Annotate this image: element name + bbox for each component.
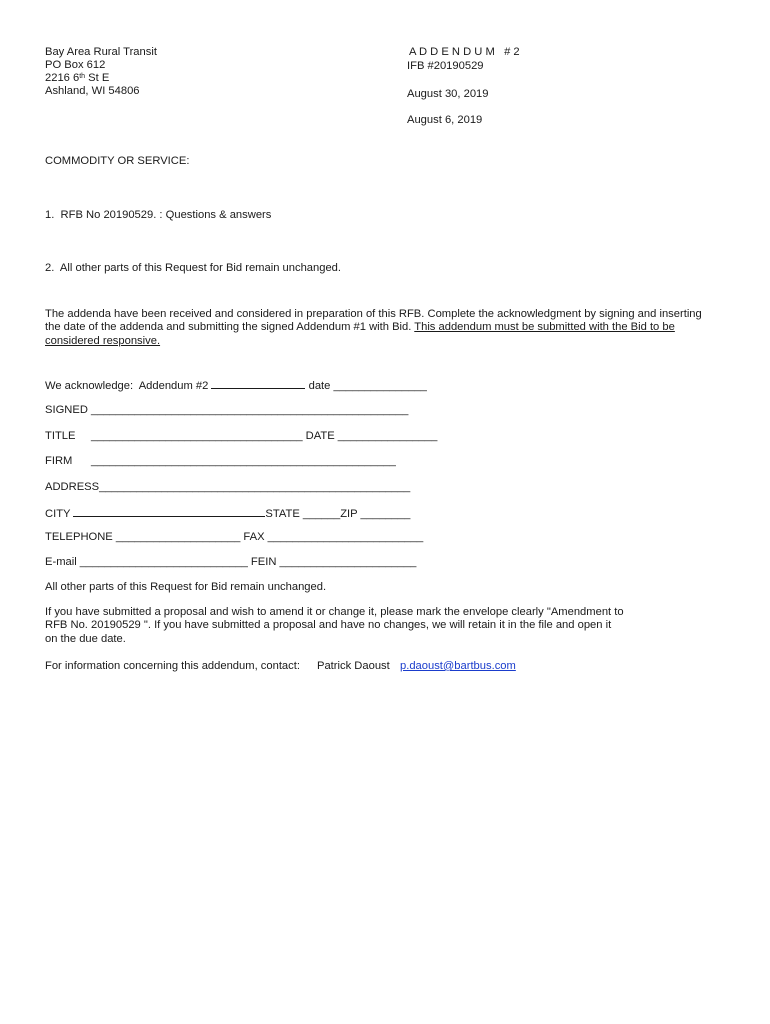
submission-requirement: This addendum must be submitted with the Bid to be [414,321,675,334]
telephone-fax-fields[interactable]: TELEPHONE ____________________ FAX _________________________ [45,531,424,543]
sender-po-box: PO Box 612 [45,59,106,71]
firm-field[interactable]: _________________________________________________ [91,455,396,467]
city-field[interactable] [73,506,265,517]
amend-paragraph [45,606,725,646]
contact-label: For information concerning this addendum, contact: [45,660,300,672]
state-zip-fields[interactable]: STATE ______ZIP ________ [265,508,411,520]
addendum-title: A D D E N D U M # 2 [409,46,520,58]
instructions-paragraph [45,308,725,348]
amend-line-2: RFB No. 20190529 ". If you have submitted a proposal and have no changes, we will retain it in the file and open it [45,619,612,632]
unchanged-note: All other parts of this Request for Bid remain unchanged. [45,581,327,593]
commodity-label: COMMODITY OR SERVICE: [45,155,190,167]
sender-street: 2216 6th St E [45,72,110,84]
title-date-fields[interactable]: __________________________________ DATE ________________ [91,430,438,442]
item-1: 1. RFB No 20190529. : Questions & answers [45,209,272,221]
date-secondary: August 6, 2019 [407,114,483,126]
instructions-line-1: The addenda have been received and considered in preparation of this RFB. Complete the acknowledgment by signing and inserting [45,308,702,320]
acknowledge-label: We acknowledge: Addendum #2 [45,380,212,392]
ifb-number: IFB #20190529 [407,60,484,72]
title-label: TITLE [45,430,76,442]
acknowledge-date-label: date _______________ [305,380,427,392]
address-field[interactable]: ADDRESS__________________________________________________ [45,481,411,493]
instructions-line-3: considered responsive. [45,334,161,347]
sender-city-state-zip: Ashland, WI 54806 [45,85,140,97]
city-state-zip-row [45,506,410,521]
signed-field[interactable]: SIGNED ___________________________________________________ [45,404,409,416]
sender-address [45,46,157,98]
acknowledge-row [45,378,427,393]
amend-line-3: on the due date. [45,632,126,645]
date-primary: August 30, 2019 [407,88,489,100]
amend-line-1: If you have submitted a proposal and wish to amend it or change it, please mark the envelope clearly "Amendment to [45,606,624,618]
sender-name: Bay Area Rural Transit [45,46,157,58]
item-2: 2. All other parts of this Request for Bid remain unchanged. [45,262,342,274]
contact-email-link[interactable]: p.daoust@bartbus.com [400,660,516,672]
addendum-number-field[interactable] [211,378,305,389]
firm-label: FIRM [45,455,73,467]
email-fein-fields[interactable]: E-mail ___________________________ FEIN ______________________ [45,556,417,568]
instructions-line-2: the date of the addenda and submitting the signed Addendum #1 with Bid. This addendum must be submitted with the Bid to be [45,321,675,334]
contact-name: Patrick Daoust [317,660,390,672]
city-label: CITY [45,508,74,520]
